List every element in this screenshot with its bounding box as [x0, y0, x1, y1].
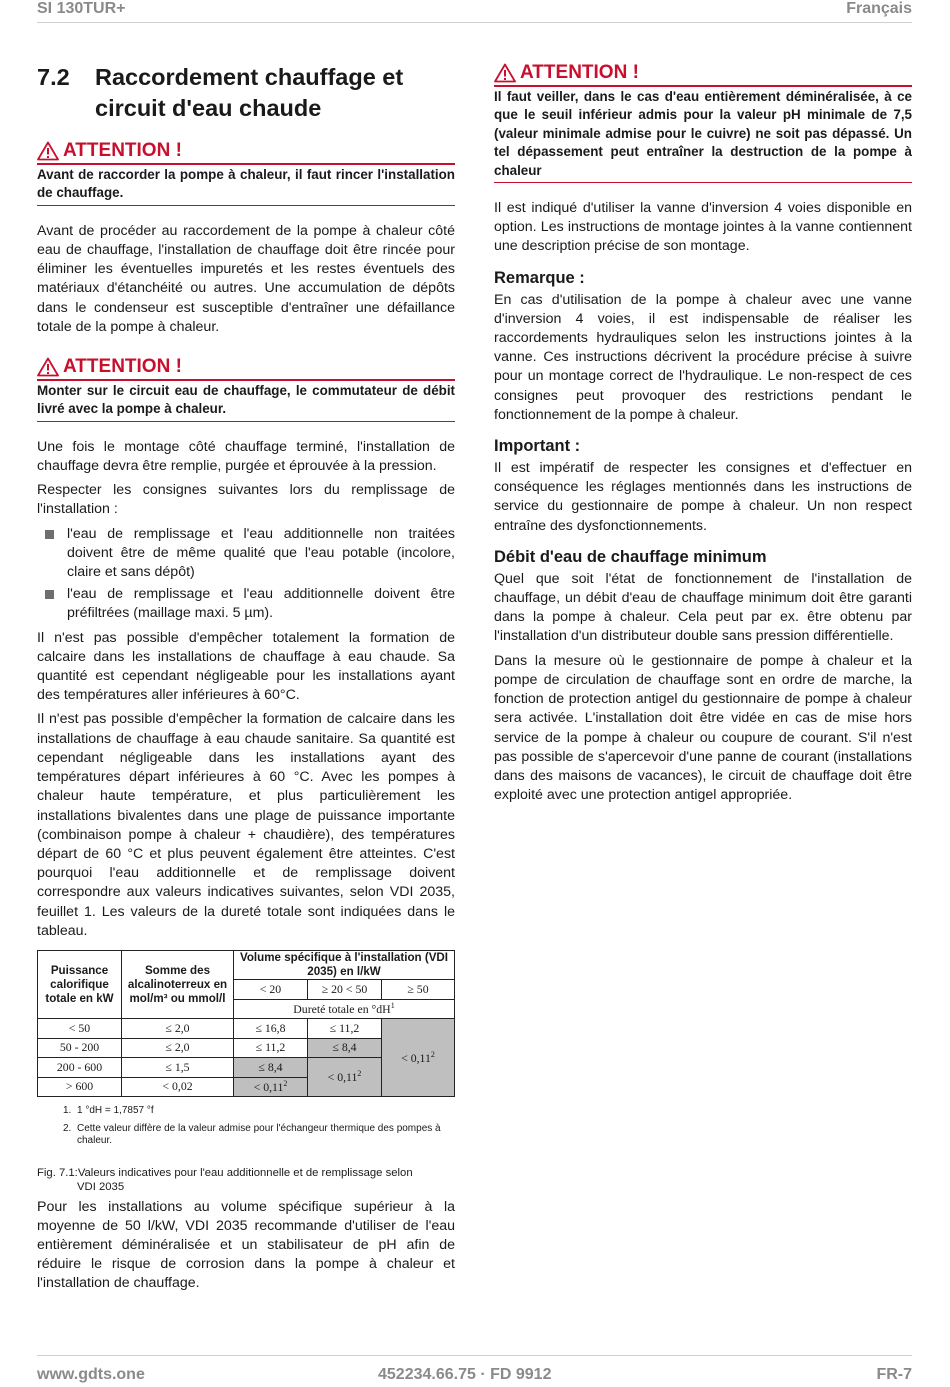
footnote-2: 2. Cette valeur diffère de la valeur admise pour l'échangeur thermique des pompes à chaleur. [63, 1122, 441, 1146]
footer-page-number: FR-7 [876, 1366, 912, 1383]
paragraph-instructions: Respecter les consignes suivantes lors du remplissage de l'installation : [37, 482, 455, 518]
paragraph-limescale-2: Il n'est pas possible d'empêcher la formation de calcaire dans les installations de chauffage à eau chaude sanitaire. Sa quantité est cependant négligeable dans les installations ayant des températures départ inférieures à 60 °C. Avec les pompes à chaleur haute température, et plus particulièrement les installations bivalentes dans une plage de puissance importante (combinaison pompe à chaleur + chaudière), des températures départ de 60 °C et plus peuvent également être atteintes. C'est pourquoi l'eau additionnelle et de remplissage doivent correspondre aux valeurs indicatives suivantes, selon VDI 2035, feuillet 1. Les valeurs de la dureté totale sont indiquées dans le tableau. [37, 711, 455, 939]
merged-cell-20-50: < $0,11^2$ [308, 1058, 382, 1097]
header-product: SI 130TUR+ [37, 0, 126, 17]
warning-box-ph [494, 62, 912, 183]
warning-text: Avant de raccorder la pompe à chaleur, il faut rincer l'installation de chauffage. [37, 167, 455, 201]
table-footnotes [37, 1105, 455, 1148]
paragraph-demineralised: Pour les installations au volume spécifique supérieur à la moyenne de 50 l/kW, VDI 2035 recommande d'utiliser de l'eau entièrement déminéralisée et un stabilisateur de pH afin de réduire le risque de corrosion dans la pompe à chaleur et l'installation de chauffage. [37, 1198, 455, 1292]
table-row: < 50 ≤ 2,0 ≤ 16,8 ≤ 11,2 < $0,11^2$ [38, 1019, 455, 1039]
footer-doc-number: 452234.66.75 · FD 9912 [378, 1366, 552, 1383]
warning-triangle-icon [494, 63, 516, 83]
section-heading [37, 62, 455, 124]
footnote-1: 1. 1 °dH = 1,7857 °f [63, 1105, 154, 1116]
warning-title: ATTENTION ! [37, 356, 455, 378]
vdi-table-block [37, 950, 455, 1299]
important-text: Il est impératif de respecter les consignes et d'effectuer en conséquence les réglages mentionnés dans les instructions de service du gestionnaire de pompe à chaleur. Un non respect entraîne des dysfonctionnements. [494, 460, 912, 534]
min-flow-paragraph-1: Quel que soit l'état de fonctionnement de l'installation de chauffage, un débit d'eau de chauffage minimum doit être garanti dans la pompe à chaleur. Cela peut par ex. être obtenu par l'installation d'un distributeur double sans pression différentielle. [494, 570, 912, 645]
list-item: l'eau de remplissage et l'eau additionnelle doivent être préfiltrées (maillage maxi. 5 µm). [37, 585, 455, 623]
vdi-2035-table [37, 950, 455, 1097]
header-volume: Volume spécifique à l'installation (VDI 2035) en l/kW [234, 951, 455, 980]
bullet-list [37, 525, 455, 624]
header-volume-ge50: ≥ 50 [382, 980, 455, 1000]
header-hardness: Dureté totale en $^\circ dH^1$ [234, 999, 455, 1019]
warning-bottom-rule [494, 182, 912, 183]
warning-bottom-rule [37, 421, 455, 422]
header-volume-lt20: < 20 [234, 980, 308, 1000]
warning-box-flow-switch [37, 356, 455, 422]
figure-caption: Fig. 7.1:Valeurs indicatives pour l'eau additionnelle et de remplissage selon VDI 2035 [37, 1166, 413, 1193]
warning-triangle-icon [37, 357, 59, 377]
warning-triangle-icon [37, 141, 59, 161]
table-row: 200 - 600 ≤ 1,5 ≤ 8,4 < $0,11^2$ [38, 1058, 455, 1078]
min-flow-heading: Débit d'eau de chauffage minimum [494, 547, 767, 566]
left-column [37, 62, 455, 946]
footer-divider [37, 1355, 912, 1356]
header-divider [37, 22, 912, 23]
paragraph-valve: Il est indiqué d'utiliser la vanne d'inversion 4 voies disponible en option. Les instructions de montage jointes à la vanne contiennent une description précise de son montage. [494, 200, 912, 255]
warning-bottom-rule [37, 205, 455, 206]
warning-title: ATTENTION ! [494, 62, 912, 84]
paragraph-limescale-1: Il n'est pas possible d'empêcher totalement la formation de calcaire dans les installations de chauffage à eau chaude. Sa quantité est cependant négligeable pour les installations ayant des températures aller inférieures à 60°C. [37, 629, 455, 704]
page-header [0, 0, 950, 22]
warning-title: ATTENTION ! [37, 140, 455, 162]
remark-text: En cas d'utilisation de la pompe à chaleur avec une vanne d'inversion 4 voies, il est indispensable de réaliser les raccordements hydrauliques selon les instructions jointes à la vanne. Ces instructions décrivent la procédure précise à suivre pour un montage correct de l'hydraulique. Le non-respect de ces consignes peut provoquer des restrictions pendant le fonctionnement de la pompe à chaleur. [494, 291, 912, 423]
footer-website: www.gdts.one [37, 1366, 145, 1383]
paragraph-fill: Une fois le montage côté chauffage terminé, l'installation de chauffage devra être remplie, purgée et éprouvée à la pression. [37, 438, 455, 475]
section-number: 7.2 [37, 64, 70, 90]
section-title: Raccordement chauffage et circuit d'eau chaude [95, 64, 404, 121]
important-heading: Important : [494, 437, 581, 456]
table-row: 50 - 200 ≤ 2,0 ≤ 11,2 ≤ 8,4 [38, 1038, 455, 1058]
list-item: l'eau de remplissage et l'eau additionnelle non traitées doivent être de même qualité que l'eau potable (incolore, claire et sans dépôt) [37, 525, 455, 583]
min-flow-paragraph-2: Dans la mesure où le gestionnaire de pompe à chaleur et la pompe de circulation de chauffage sont en ordre de marche, la fonction de protection antigel du gestionnaire de pompe à chaleur sera activée. L'installation doit être vidée en cas de mise hors service de la pompe à chaleur ou coupure de courant. S'il n'est pas possible de s'apercevoir d'une panne de courant (installations dans des maisons de vacances), le circuit de chauffage doit être exploité avec une protection antigel appropriée. [494, 652, 912, 804]
merged-cell-ge50: < $0,11^2$ [382, 1019, 455, 1097]
paragraph-rinse: Avant de procéder au raccordement de la pompe à chaleur côté eau de chauffage, l'installation de chauffage doit être rincée pour éliminer les éventuelles impuretés et les restes éventuels des matériaux d'étanchéité ou autres. Une accumulation de dépôts dans le condenseur est susceptible d'entraîner une défaillance totale de la pompe à chaleur. [37, 222, 455, 335]
header-power: Puissance calorifique totale en kW [38, 951, 122, 1019]
warning-box-rinse [37, 140, 455, 206]
warning-text: Il faut veiller, dans le cas d'eau entièrement déminéralisée, à ce que le seuil inférieur admis pour la valeur pH minimale de 7,5 (valeur minimale admise pour le cuivre) ne soit pas dépassé. Un tel dépassement peut entraîner la destruction de la pompe à chaleur [494, 89, 912, 178]
header-language: Français [846, 0, 912, 17]
remark-heading: Remarque : [494, 268, 585, 287]
table-row: > 600 < 0,02 < $0,11^2$ [38, 1077, 455, 1097]
header-alkaline: Somme des alcalinoterreux en mol/m³ ou mmol/l [122, 951, 234, 1019]
warning-text: Monter sur le circuit eau de chauffage, le commutateur de débit livré avec la pompe à chaleur. [37, 383, 455, 417]
header-volume-20-50: ≥ 20 < 50 [308, 980, 382, 1000]
right-column [494, 62, 912, 810]
